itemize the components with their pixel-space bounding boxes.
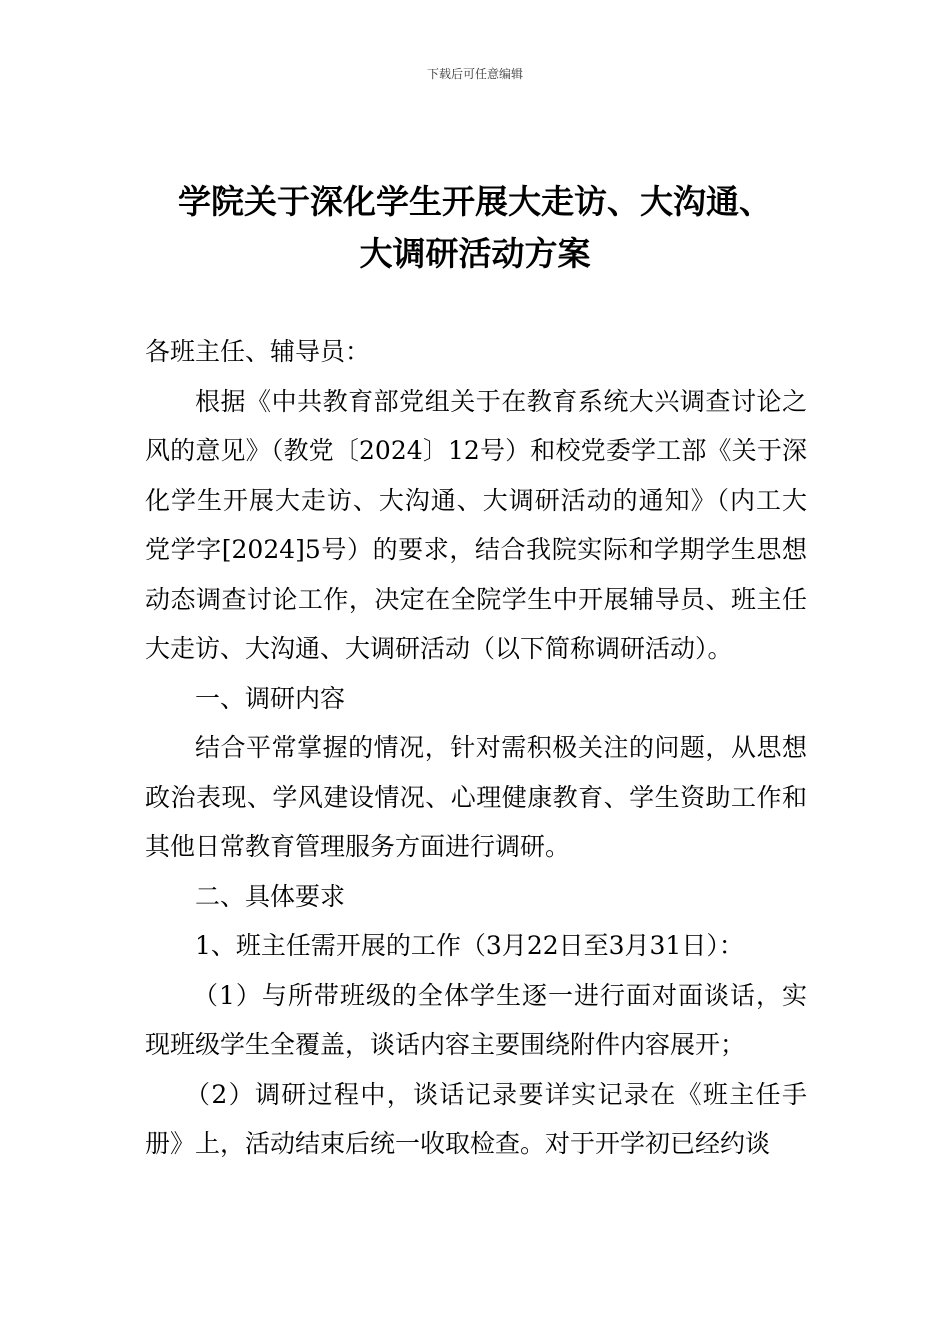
title-line-2: 大调研活动方案 xyxy=(359,234,591,273)
salutation: 各班主任、辅导员： xyxy=(145,337,371,366)
item-1-2: （2）调研过程中，谈话记录要详实记录在《班主任手册》上，活动结束后统一收取检查。对于开学初已经约谈 xyxy=(145,1079,807,1158)
document-title xyxy=(100,176,850,280)
item-1-1: （1）与所带班级的全体学生逐一进行面对面谈话，实现班级学生全覆盖，谈话内容主要围绕附件内容展开； xyxy=(145,980,807,1059)
section-1-body: 结合平常掌握的情况，针对需积极关注的问题，从思想政治表现、学风建设情况、心理健康教育、学生资助工作和其他日常教育管理服务方面进行调研。 xyxy=(145,733,807,861)
item-1: 1、班主任需开展的工作（3月22日至3月31日）： xyxy=(195,931,744,960)
header-note: 下载后可任意编辑 xyxy=(426,67,523,81)
document-body xyxy=(145,327,807,1169)
section-2-heading: 二、具体要求 xyxy=(195,881,346,911)
intro-paragraph: 根据《中共教育部党组关于在教育系统大兴调查讨论之风的意见》（教党〔2024〕12号）和校党委学工部《关于深化学生开展大走访、大沟通、大调研活动的通知》（内工大党学字[2024]5号）的要求，结合我院实际和学期学生思想动态调查讨论工作，决定在全院学生中开展辅导员、班主任大走访、大沟通、大调研活动（以下简称调研活动）。 xyxy=(145,386,807,663)
section-1-heading: 一、调研内容 xyxy=(195,683,346,713)
title-line-1: 学院关于深化学生开展大走访、大沟通、 xyxy=(178,182,772,221)
